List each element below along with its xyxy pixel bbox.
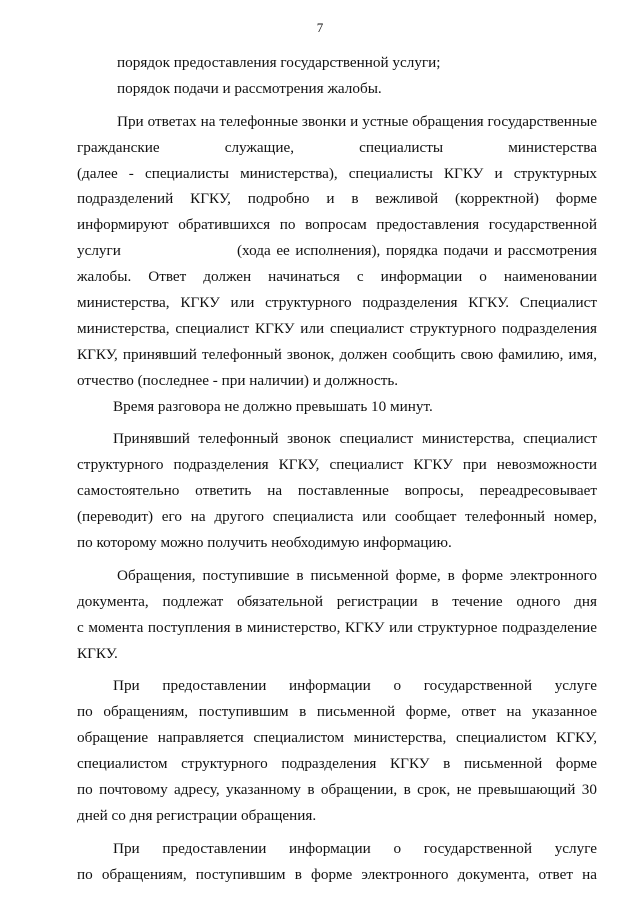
paragraph-phone-answers xyxy=(77,109,597,394)
text-line: Принявший телефонный звонок специалист министерства, специалист xyxy=(113,430,597,448)
text-line: самостоятельно ответить на поставленные вопросы, переадресовывает xyxy=(77,482,597,500)
text-line: документа, подлежат обязательной регистрации в течение одного дня xyxy=(77,592,597,610)
text-line: (далее - специалисты министерства), специалисты КГКУ и структурных xyxy=(77,164,597,182)
text-line: по почтовому адресу, указанному в обращении, в срок, не превышающий 30 xyxy=(77,781,597,799)
text-line: по обращениям, поступившим в письменной форме, ответ на указанное xyxy=(77,703,597,721)
text-line: (переводит) его на другого специалиста или сообщает телефонный номер, xyxy=(77,508,597,526)
paragraph-written-requests xyxy=(77,563,597,667)
text-line: При предоставлении информации о государственной услуге xyxy=(113,677,597,695)
paragraph-call-duration xyxy=(77,394,597,420)
text-fragment: услуги xyxy=(77,242,121,260)
text-line: специалистом структурного подразделения КГКУ в письменной форме xyxy=(77,755,597,773)
paragraph-call-forwarding xyxy=(77,426,597,555)
text-line: отчество (последнее - при наличии) и должность. xyxy=(77,371,399,389)
text-fragment: (хода ее исполнения), порядка подачи и рассмотрения xyxy=(237,242,597,260)
text-line: При ответах на телефонные звонки и устные обращения государственные xyxy=(117,112,597,130)
text-line: При предоставлении информации о государственной услуге xyxy=(113,839,597,857)
text-line: министерства, специалист КГКУ или специалист структурного подразделения xyxy=(77,319,597,337)
text-line: информируют обратившихся по вопросам предоставления государственной xyxy=(77,216,597,234)
document-body xyxy=(77,50,597,888)
text-line: Обращения, поступившие в письменной форме, в форме электронного xyxy=(117,566,597,584)
text-line: КГКУ. xyxy=(77,644,118,662)
paragraph-written-answers xyxy=(77,673,597,828)
text-line: порядок подачи и рассмотрения жалобы. xyxy=(117,79,382,97)
text-line: структурного подразделения КГКУ, специалист КГКУ при невозможности xyxy=(77,456,597,474)
text-line: подразделений КГКУ, подробно и в вежливой (корректной) форме xyxy=(77,190,597,208)
text-line: жалобы. Ответ должен начинаться с информации о наименовании xyxy=(77,268,597,286)
page-number: 7 xyxy=(316,20,324,35)
text-line: гражданские служащие, специалисты министерства xyxy=(77,138,597,156)
text-line: министерства, КГКУ или структурного подразделения КГКУ. Специалист xyxy=(77,294,597,312)
text-line: обращение направляется специалистом министерства, специалистом КГКУ, xyxy=(77,729,597,747)
text-line: с момента поступления в министерство, КГКУ или структурное подразделение xyxy=(77,618,597,636)
text-line: КГКУ, принявший телефонный звонок, должен сообщить свою фамилию, имя, xyxy=(77,345,597,363)
text-line: дней со дня регистрации обращения. xyxy=(77,806,317,824)
text-line: по обращениям, поступившим в форме электронного документа, ответ на xyxy=(77,865,597,883)
text-line xyxy=(77,238,597,264)
text-line: по которому можно получить необходимую информацию. xyxy=(77,534,452,552)
paragraph-order-list xyxy=(77,50,597,102)
text-line: Время разговора не должно превышать 10 минут. xyxy=(113,397,433,415)
paragraph-electronic-answers xyxy=(77,836,597,888)
text-line: порядок предоставления государственной услуги; xyxy=(117,54,441,71)
